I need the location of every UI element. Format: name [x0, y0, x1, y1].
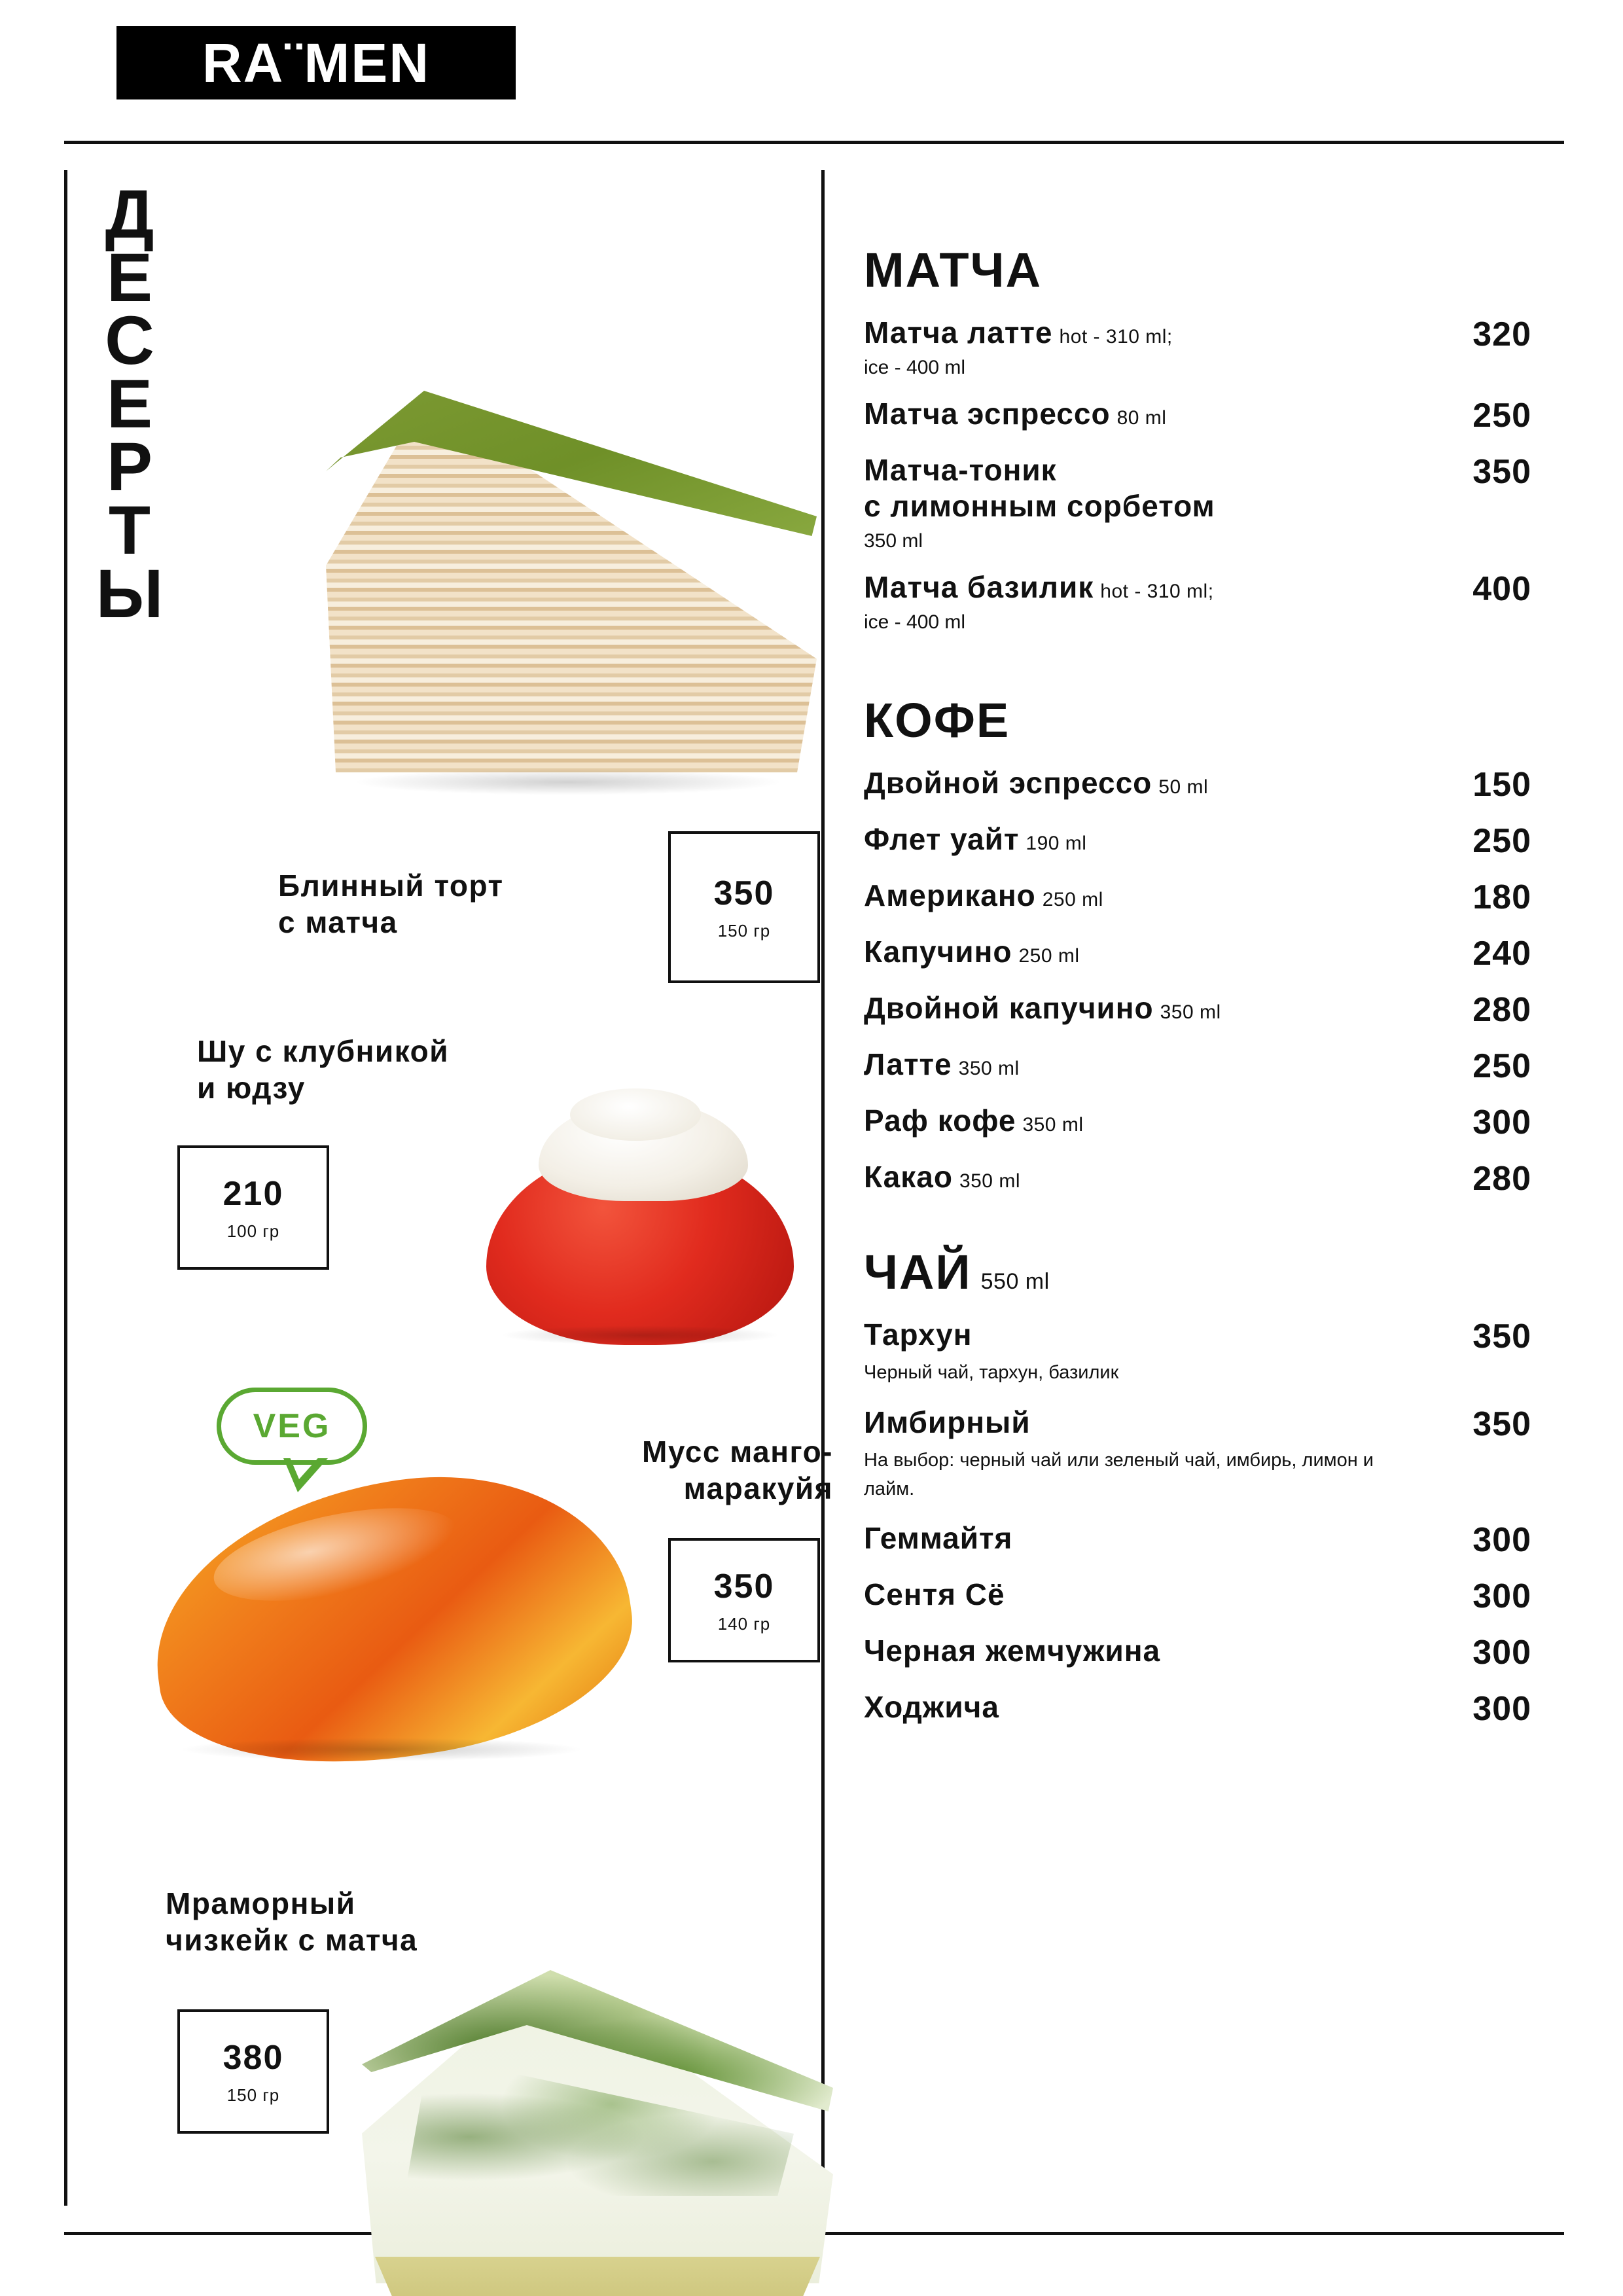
dessert-2-price-box — [177, 1145, 329, 1270]
menu-item-volume: hot - 310 ml; — [1100, 580, 1214, 602]
menu-item-text — [864, 1520, 1427, 1556]
title-letter-5: Р — [106, 429, 153, 506]
menu-item-volume: 50 ml — [1158, 776, 1209, 798]
matcha-cheesecake-image — [349, 1931, 846, 2296]
menu-item-text — [864, 1633, 1427, 1668]
menu-item-name: Матча базилик — [864, 569, 1094, 604]
menu-item-name: Матча эспрессо — [864, 397, 1111, 431]
title-letter-6: Т — [108, 492, 151, 569]
dessert-3-name — [526, 1433, 833, 1507]
menu-item-text — [864, 1317, 1427, 1388]
dessert-4-weight: 150 гр — [226, 2085, 280, 2105]
menu-item-volume: 350 ml — [1022, 1114, 1084, 1136]
section-heading-matcha — [864, 242, 1531, 298]
menu-item-price: 280 — [1472, 991, 1531, 1030]
menu-row — [864, 821, 1531, 861]
menu-row — [864, 990, 1531, 1030]
menu-item-price: 300 — [1472, 1577, 1531, 1616]
dessert-1-weight: 150 гр — [717, 920, 771, 941]
dessert-3-weight: 140 гр — [717, 1613, 771, 1634]
menu-row — [864, 1103, 1531, 1142]
section-spacer — [864, 1198, 1531, 1244]
menu-item-text — [864, 1577, 1427, 1612]
menu-item-text — [864, 396, 1427, 431]
menu-item-volume: 80 ml — [1116, 407, 1167, 429]
menu-item-text — [864, 990, 1427, 1026]
menu-item-text — [864, 569, 1427, 634]
menu-item-text — [864, 1103, 1427, 1138]
cheesecake-crust — [375, 2257, 820, 2296]
menu-item-text — [864, 878, 1427, 913]
menu-row — [864, 396, 1531, 435]
menu-item-volume: 250 ml — [1042, 889, 1103, 911]
menu-item-text — [864, 821, 1427, 857]
menu-item-name: Имбирный — [864, 1405, 1031, 1439]
menu-item-name: Двойной капучино — [864, 991, 1154, 1026]
dessert-2-price: 210 — [223, 1174, 284, 1213]
menu-item-name: Геммайтя — [864, 1521, 1013, 1556]
dessert-3-price: 350 — [713, 1567, 775, 1605]
menu-item-text — [864, 1047, 1427, 1082]
menu-item-name-line2: с лимонным сорбетом — [864, 488, 1215, 523]
menu-row — [864, 1159, 1531, 1198]
desserts-column — [67, 170, 833, 2206]
section-heading-coffee — [864, 692, 1531, 748]
menu-row — [864, 1577, 1531, 1616]
dessert-4-price: 380 — [223, 2038, 284, 2077]
menu-item-volume-2: 350 ml — [864, 529, 923, 552]
section-heading-tea — [864, 1244, 1531, 1300]
shu-pastry-shadow — [499, 1325, 781, 1345]
menu-item-price: 150 — [1472, 766, 1531, 804]
menu-row — [864, 1317, 1531, 1388]
menu-row — [864, 1405, 1531, 1503]
menu-item-volume: 350 ml — [959, 1170, 1020, 1193]
menu-item-name: Матча латте — [864, 315, 1053, 350]
menu-item-price: 350 — [1472, 1405, 1531, 1443]
menu-row — [864, 765, 1531, 804]
section-title-tea: ЧАЙ — [864, 1245, 972, 1300]
menu-row — [864, 878, 1531, 917]
section-title-coffee: КОФЕ — [864, 693, 1010, 748]
menu-item-volume: 250 ml — [1018, 945, 1080, 967]
menu-item-name: Черная жемчужина — [864, 1634, 1161, 1668]
menu-item-name: Двойной эспрессо — [864, 766, 1152, 800]
menu-item-price: 180 — [1472, 878, 1531, 917]
shu-pastry-cream-top — [570, 1088, 701, 1141]
menu-row — [864, 1689, 1531, 1729]
menu-item-price: 250 — [1472, 822, 1531, 861]
menu-item-text — [864, 765, 1427, 800]
section-spacer — [864, 634, 1531, 692]
menu-item-text — [864, 1159, 1427, 1194]
dessert-1-name-line2: с матча — [278, 905, 398, 940]
menu-item-name: Раф кофе — [864, 1103, 1016, 1138]
mango-mousse-shadow — [179, 1738, 584, 1761]
dessert-1-name — [278, 867, 645, 941]
dessert-4-name-line2: чизкейк с матча — [166, 1923, 418, 1958]
menu-item-description: Черный чай, тархун, базилик — [864, 1362, 1119, 1384]
section-title-matcha: МАТЧА — [864, 243, 1043, 297]
dessert-3-name-line1: Мусс манго- — [642, 1435, 833, 1469]
menu-item-name: Тархун — [864, 1318, 972, 1352]
menu-item-price: 280 — [1472, 1160, 1531, 1198]
menu-row — [864, 934, 1531, 973]
menu-row — [864, 1520, 1531, 1560]
veg-badge — [217, 1388, 367, 1465]
menu-item-name: Ходжича — [864, 1690, 999, 1725]
dessert-4-name-line1: Мраморный — [166, 1886, 356, 1920]
menu-row — [864, 452, 1531, 552]
menu-item-price: 300 — [1472, 1103, 1531, 1142]
divider-top — [64, 141, 1564, 144]
menu-item-text — [864, 1405, 1427, 1503]
menu-item-text — [864, 452, 1427, 552]
menu-item-price: 400 — [1472, 569, 1531, 608]
dessert-2-name-line2: и юдзу — [197, 1071, 306, 1105]
dessert-4-price-box — [177, 2009, 329, 2134]
title-letter-7: Ы — [96, 555, 164, 632]
menu-item-price: 300 — [1472, 1521, 1531, 1560]
menu-item-name: Капучино — [864, 935, 1012, 969]
section-volume-tea: 550 ml — [980, 1269, 1050, 1295]
menu-item-volume-2: ice - 400 ml — [864, 357, 966, 379]
menu-item-price: 350 — [1472, 453, 1531, 492]
menu-item-text — [864, 1689, 1427, 1725]
menu-item-volume: hot - 310 ml; — [1059, 326, 1173, 348]
crepe-cake-shadow — [352, 769, 784, 795]
menu-row — [864, 1047, 1531, 1086]
crepe-cake-image — [313, 350, 830, 834]
title-letter-2: Е — [106, 239, 153, 316]
menu-item-volume: 190 ml — [1026, 833, 1087, 855]
menu-item-price: 350 — [1472, 1318, 1531, 1356]
menu-item-name: Сентя Сё — [864, 1577, 1005, 1612]
menu-item-name: Флет уайт — [864, 822, 1020, 857]
menu-row — [864, 1633, 1531, 1672]
menu-item-volume-2: ice - 400 ml — [864, 611, 966, 634]
title-letter-1: Д — [105, 176, 154, 253]
menu-item-name: Американо — [864, 878, 1036, 913]
menu-item-price: 320 — [1472, 315, 1531, 353]
menu-item-price: 250 — [1472, 1047, 1531, 1086]
menu-item-price: 250 — [1472, 397, 1531, 435]
menu-row — [864, 569, 1531, 634]
title-letter-3: С — [105, 302, 154, 380]
dessert-3-price-box — [668, 1538, 820, 1662]
brand-logo-text: RA¨MEN — [202, 31, 430, 94]
dessert-2-name-line1: Шу с клубникой — [197, 1034, 450, 1068]
menu-item-volume: 350 ml — [958, 1058, 1020, 1080]
menu-item-name: Латте — [864, 1047, 952, 1082]
dessert-2-weight: 100 гр — [226, 1221, 280, 1241]
menu-item-name: Какао — [864, 1160, 953, 1194]
menu-item-description: На выбор: черный чай или зеленый чай, имбирь, лимон и лайм. — [864, 1450, 1374, 1499]
menu-item-text — [864, 315, 1427, 379]
desserts-vertical-title — [87, 176, 172, 632]
menu-item-volume: 350 ml — [1160, 1001, 1221, 1024]
title-letter-4: Е — [106, 365, 153, 442]
menu-item-price: 300 — [1472, 1690, 1531, 1729]
brand-logo — [116, 26, 516, 99]
dessert-1-price-box — [668, 831, 820, 983]
veg-badge-label: VEG — [253, 1407, 331, 1445]
dessert-1-name-line1: Блинный торт — [278, 869, 504, 903]
menu-row — [864, 315, 1531, 379]
dessert-3-name-line2: маракуйя — [683, 1471, 833, 1506]
menu-item-price: 300 — [1472, 1634, 1531, 1672]
menu-item-name: Матча-тоник — [864, 453, 1057, 488]
shu-pastry-image — [460, 1077, 840, 1352]
mango-mousse-image — [133, 1456, 656, 1823]
menu-item-price: 240 — [1472, 935, 1531, 973]
drinks-column — [864, 242, 1531, 1729]
dessert-1-price: 350 — [713, 874, 775, 912]
menu-item-text — [864, 934, 1427, 969]
